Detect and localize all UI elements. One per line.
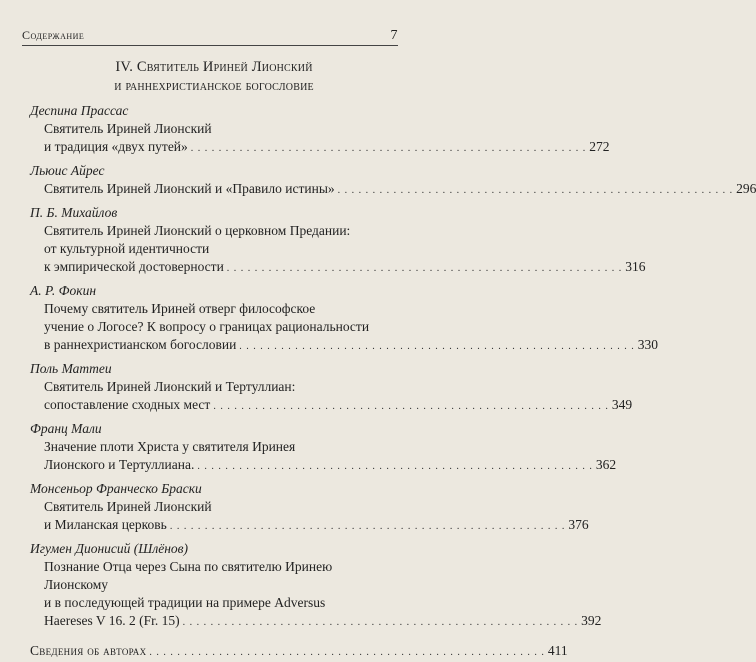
toc-entry-title-text: Познание Отца через Сына по святителю Иринею Лионскому xyxy=(44,559,333,592)
toc-entry-page: 362 xyxy=(595,457,617,472)
toc-entry-title xyxy=(30,498,589,536)
toc-entry-page: 272 xyxy=(589,139,610,154)
dot-leader: . . . . . . . . . . . . . . . . . . . . . . . . . . . . . . . . . . . . . . . . . . . . . . . . . . . . . . . . . xyxy=(149,647,545,658)
toc-entry-title-text: и Миланская церковь xyxy=(44,517,167,532)
toc-entry-title-text: Haereses V 16. 2 (Fr. 15) xyxy=(44,613,180,628)
toc-entry-author: П. Б. Михайлов xyxy=(30,205,118,220)
toc-entry-title-text: в раннехристианском богословии xyxy=(44,337,237,352)
toc-entry[interactable] xyxy=(30,540,602,632)
toc-entry-title-text: Святитель Ириней Лионский о церковном Предании: xyxy=(44,223,351,238)
toc-entry-title-text: Почему святитель Ириней отверг философское xyxy=(44,301,316,316)
toc-entry-page: 316 xyxy=(625,259,646,274)
toc-entry-title xyxy=(30,222,646,278)
toc-entry-title-line xyxy=(44,180,756,200)
toc-entry-author: Франц Мали xyxy=(30,421,102,436)
toc-entry-title-text: Святитель Ириней Лионский и «Правило истины» xyxy=(44,181,335,196)
toc-entry-title-line xyxy=(44,594,398,612)
toc-entry-author: Монсеньор Франческо Браски xyxy=(30,481,202,496)
toc-entry-title xyxy=(30,378,633,416)
toc-entry-title-text: сопоставление сходных мест xyxy=(44,397,211,412)
toc-entry-title-line xyxy=(44,240,398,258)
toc-entry-title xyxy=(30,180,756,200)
toc-entry-title-text: от культурной идентичности xyxy=(44,241,210,256)
dot-leader: . . . . . . . . . . . . . . . . . . . . . . . . . . . . . . . . . . . . . . . . . . . . . . . . . . . . . . . . . xyxy=(226,263,623,274)
toc-entry-title-line xyxy=(44,558,398,594)
toc-entry-title-text: Значение плоти Христа у святителя Иринея xyxy=(44,439,296,454)
section-title-line-2: и раннехристианское богословие xyxy=(114,78,314,94)
page-number: 7 xyxy=(390,28,398,43)
dot-leader: . . . . . . . . . . . . . . . . . . . . . . . . . . . . . . . . . . . . . . . . . . . . . . . . . . . . . . . . . xyxy=(213,401,609,412)
toc-entry-page: 349 xyxy=(611,397,633,412)
dot-leader: . . . . . . . . . . . . . . . . . . . . . . . . . . . . . . . . . . . . . . . . . . . . . . . . . . . . . . . . . xyxy=(190,143,587,154)
toc-entry-title-line xyxy=(44,438,398,456)
toc-entry-page: 376 xyxy=(568,517,589,532)
dot-leader: . . . . . . . . . . . . . . . . . . . . . . . . . . . . . . . . . . . . . . . . . . . . . . . . . . . . . . . . . xyxy=(169,521,566,532)
toc-entry-title-line xyxy=(44,498,398,516)
toc-entry-title-line xyxy=(44,456,617,476)
toc-entry-title xyxy=(30,300,659,356)
section-title xyxy=(30,58,398,96)
toc-entry-title-line xyxy=(44,138,610,158)
toc-entry[interactable] xyxy=(30,420,617,476)
toc-entry-author: Игумен Дионисий (Шлёнов) xyxy=(30,541,189,556)
toc-entry-author: Деспина Прассас xyxy=(30,103,129,118)
toc-entry-title-line xyxy=(44,120,398,138)
toc-entry-title-text: Святитель Ириней Лионский xyxy=(44,121,212,136)
toc-entry-title-text: и в последующей традиции на примере Adversus xyxy=(44,595,326,610)
toc-entry-title-line xyxy=(44,258,646,278)
toc-entry-title xyxy=(30,438,617,476)
header-rule xyxy=(22,45,398,46)
toc-entry-title-text: и традиция «двух путей» xyxy=(44,139,188,154)
toc-entry[interactable] xyxy=(30,162,756,200)
toc-appendix[interactable] xyxy=(30,642,568,662)
toc-entries xyxy=(30,102,756,662)
toc-entry-title-line xyxy=(44,336,659,356)
toc-entry-title-line xyxy=(44,396,633,416)
toc-entry-title-line xyxy=(44,318,398,336)
toc-entry-title-line xyxy=(44,378,398,396)
running-title: Содержание xyxy=(22,28,85,42)
toc-entry[interactable] xyxy=(30,480,589,536)
toc-entry-author: А. Р. Фокин xyxy=(30,283,97,298)
toc-entry-title-text: Святитель Ириней Лионский и Тертуллиан: xyxy=(44,379,296,394)
toc-entry-title-line xyxy=(44,612,602,632)
toc-entry-author: Поль Маттеи xyxy=(30,361,112,376)
toc-entry-title-line xyxy=(44,300,398,318)
toc-entry-title xyxy=(30,120,610,158)
toc-entry-title-text: к эмпирической достоверности xyxy=(44,259,224,274)
toc-entry[interactable] xyxy=(30,204,646,278)
toc-entry-title-text: учение о Логосе? К вопросу о границах рациональности xyxy=(44,319,370,334)
toc-entry[interactable] xyxy=(30,282,659,356)
toc-entry-page: 392 xyxy=(581,613,602,628)
toc-appendix-label: Сведения об авторах xyxy=(30,643,147,658)
toc-entry-title-text: Святитель Ириней Лионский xyxy=(44,499,212,514)
toc-entry[interactable] xyxy=(30,360,633,416)
toc-appendix-page: 411 xyxy=(547,643,568,658)
dot-leader: . . . . . . . . . . . . . . . . . . . . . . . . . . . . . . . . . . . . . . . . . . . . . . . . . . . . . . . . . xyxy=(197,461,593,472)
dot-leader: . . . . . . . . . . . . . . . . . . . . . . . . . . . . . . . . . . . . . . . . . . . . . . . . . . . . . . . . . xyxy=(239,341,635,352)
toc-entry-title-line xyxy=(44,516,589,536)
section-title-line-1: IV. Святитель Ириней Лионский xyxy=(115,59,313,75)
toc-entry-title-text: Лионского и Тертуллиана. xyxy=(44,457,195,472)
toc-entry-page: 296 xyxy=(736,181,756,196)
toc-entry-title xyxy=(30,558,602,632)
running-header xyxy=(22,28,398,44)
toc-entry[interactable] xyxy=(30,102,610,158)
toc-entry-page: 330 xyxy=(637,337,659,352)
toc-entry-title-line xyxy=(44,222,398,240)
dot-leader: . . . . . . . . . . . . . . . . . . . . . . . . . . . . . . . . . . . . . . . . . . . . . . . . . . . . . . . . . xyxy=(337,185,734,196)
toc-entry-author: Льюис Айрес xyxy=(30,163,105,178)
dot-leader: . . . . . . . . . . . . . . . . . . . . . . . . . . . . . . . . . . . . . . . . . . . . . . . . . . . . . . . . . xyxy=(182,617,579,628)
